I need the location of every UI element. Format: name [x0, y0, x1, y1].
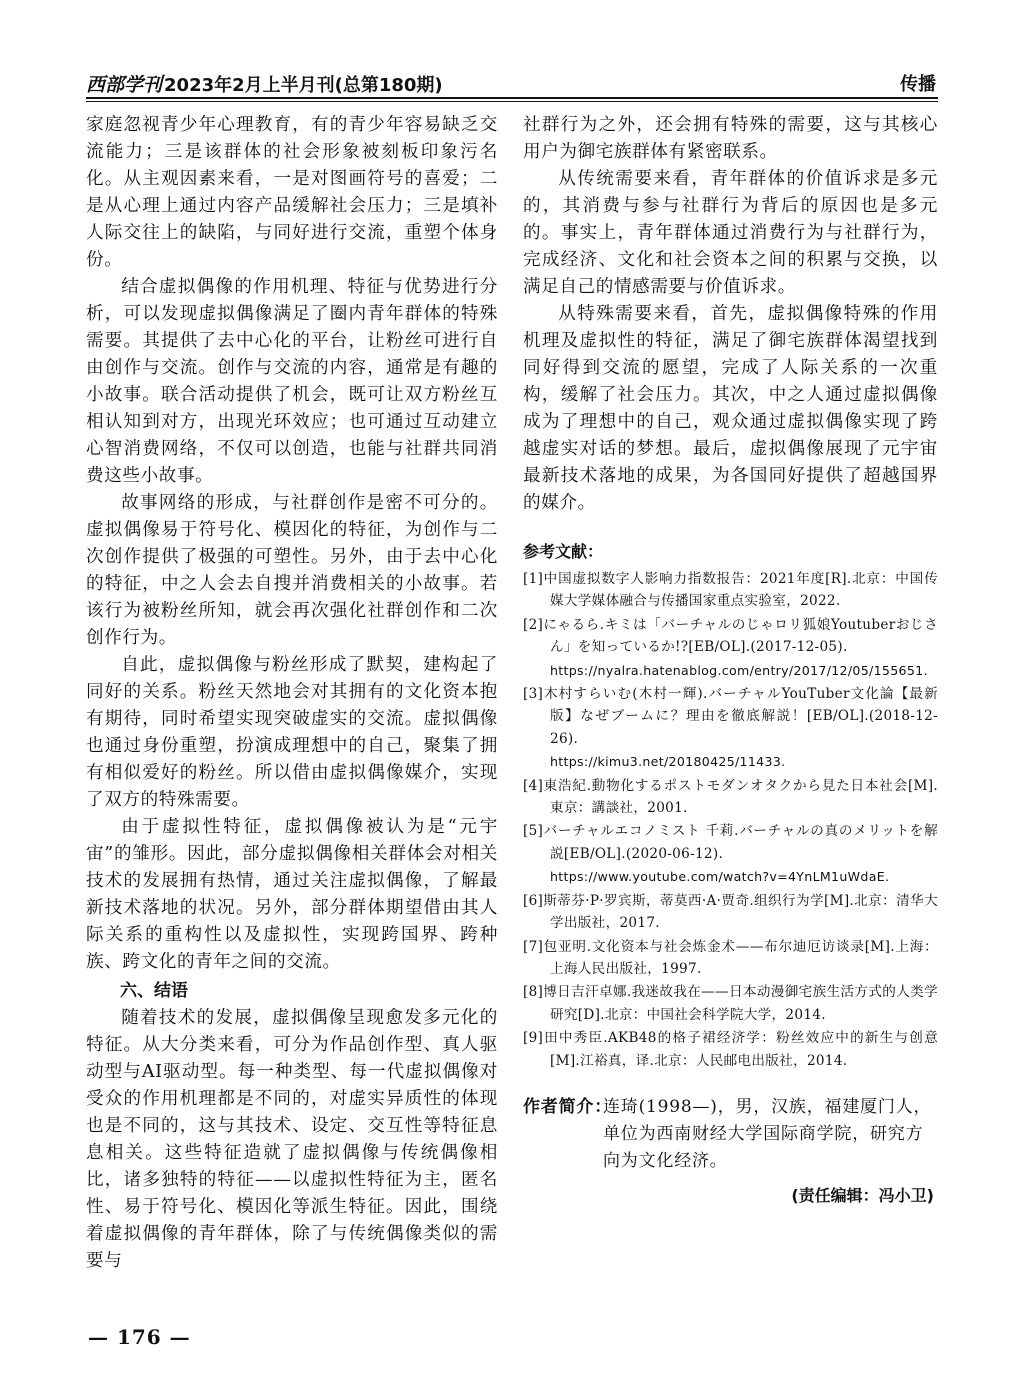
- responsible-editor: (责任编辑：冯小卫): [791, 1185, 934, 1205]
- paragraph: 社群行为之外，还会拥有特殊的需要，这与其核心用户为御宅族群体有紧密联系。: [523, 115, 938, 162]
- reference-item: [2]にゃるら.キミは「バーチャルのじゃロリ狐娘Youtuberおじさん」を知っているか!?[EB/OL].(2017-12-05).: [523, 616, 938, 656]
- journal-info: [86, 70, 443, 97]
- section-heading: 六、结语: [120, 981, 188, 1001]
- reference-url[interactable]: https://nyalra.hatenablog.com/entry/2017/12/05/155651.: [550, 662, 928, 678]
- paragraph: 结合虚拟偶像的作用机理、特征与优势进行分析，可以发现虚拟偶像满足了圈内青年群体的特殊需要。其提供了去中心化的平台，让粉丝可进行自由创作与交流。创作与交流的内容，通常是有趣的小故事。联合活动提供了机会，既可让双方粉丝互相认知到对方，出现光环效应；也可通过互动建立心智消费网络，不仅可以创造，也能与社群共同消费这些小故事。: [86, 277, 498, 486]
- section-name: 传播: [900, 74, 936, 95]
- reference-item: [5]バーチャルエコノミスト 千莉.バーチャルの真のメリットを解説[EB/OL].(2020-06-12).: [523, 823, 938, 862]
- reference-item: [4]東浩紀.動物化するポストモダンオタクから見た日本社会[M].東京：講談社，2001.: [523, 777, 938, 817]
- references-title: 参考文献：: [523, 542, 604, 561]
- reference-item: [3]木村すらいむ(木村一輝).バーチャルYouTuber文化論【最新版】なぜブームに？理由を徹底解説！[EB/OL].(2018-12-26).: [523, 686, 938, 747]
- page-number: — 176 —: [88, 1325, 191, 1349]
- paragraph: 随着技术的发展，虚拟偶像呈现愈发多元化的特征。从大分类来看，可分为作品创作型、真人驱动型与AI驱动型。每一种类型、每一代虚拟偶像对受众的作用机理都是不同的，对虚实异质性的体现也是不同的，这与其技术、设定、交互性等特征息息相关。这些特征造就了虚拟偶像与传统偶像相比，诸多独特的特征——以虚拟性特征为主，匿名性、易于符号化、模因化等派生特征。因此，围绕着虚拟偶像的青年群体，除了与传统偶像类似的需要与: [86, 1008, 498, 1271]
- header-rule-thin: [86, 101, 938, 102]
- author-bio: [523, 1094, 938, 1175]
- reference-url[interactable]: https://www.youtube.com/watch?v=4YnLM1uWdaE.: [550, 869, 890, 885]
- reference-item: [7]包亚明.文化资本与社会炼金术——布尔迪厄访谈录[M].上海：上海人民出版社，1997.: [523, 938, 938, 977]
- reference-item: [1]中国虚拟数字人影响力指数报告：2021年度[R].北京：中国传媒大学媒体融合与传播国家重点实验室，2022.: [523, 571, 938, 610]
- paragraph: 从特殊需要来看，首先，虚拟偶像特殊的作用机理及虚拟性的特征，满足了御宅族群体渴望找到同好得到交流的愿望，完成了人际关系的一次重构，缓解了社会压力。其次，中之人通过虚拟偶像成为了理想中的自己，观众通过虚拟偶像实现了跨越虚实对话的梦想。最后，虚拟偶像展现了元宇宙最新技术落地的成果，为各国同好提供了超越国界的媒介。: [523, 304, 938, 513]
- reference-url[interactable]: https://kimu3.net/20180425/11433.: [550, 754, 786, 770]
- author-text: 连琦(1998—)，男，汉族，福建厦门人，单位为西南财经大学国际商学院，研究方向为文化经济。: [603, 1096, 932, 1171]
- reference-item: [9]田中秀臣.AKB48的格子裙经济学：粉丝效应中的新生与创意[M].江裕真，译.北京：人民邮电出版社，2014.: [523, 1030, 938, 1069]
- running-header: [86, 68, 938, 100]
- journal-logo: 西部学刊: [86, 74, 163, 96]
- header-rule: [86, 97, 938, 99]
- reference-item: [6]斯蒂芬·P·罗宾斯，蒂莫西·A·贾奇.组织行为学[M].北京：清华大学出版社，2017.: [523, 892, 938, 932]
- paragraph: 故事网络的形成，与社群创作是密不可分的。虚拟偶像易于符号化、模因化的特征，为创作与二次创作提供了极强的可塑性。另外，由于去中心化的特征，中之人会去自搜并消费相关的小故事。若该行为被粉丝所知，就会再次强化社群创作和二次创作行为。: [86, 493, 498, 648]
- reference-item: [8]博日吉汗卓娜.我迷故我在——日本动漫御宅族生活方式的人类学研究[D].北京：中国社会科学院大学，2014.: [523, 984, 938, 1023]
- paragraph: 由于虚拟性特征，虚拟偶像被认为是“元宇宙”的雏形。因此，部分虚拟偶像相关群体会对相关技术的发展拥有热情，通过关注虚拟偶像，了解最新技术落地的状况。另外，部分群体期望借由其人际关系的重构性以及虚拟性，实现跨国界、跨种族、跨文化的青年之间的交流。: [86, 817, 498, 972]
- right-column: [523, 112, 938, 1206]
- issue-info: 2023年2月上半月刊(总第180期): [164, 75, 443, 96]
- paragraph: 家庭忽视青少年心理教育，有的青少年容易缺乏交流能力；三是该群体的社会形象被刻板印象污名化。从主观因素来看，一是对图画符号的喜爱；二是从心理上通过内容产品缓解社会压力；三是填补人际交往上的缺陷，与同好进行交流，重塑个体身份。: [86, 115, 498, 270]
- left-column: [86, 112, 498, 1275]
- reference-list: [523, 568, 938, 1072]
- paragraph: 从传统需要来看，青年群体的价值诉求是多元的，其消费与参与社群行为背后的原因也是多元的。事实上，青年群体通过消费行为与社群行为，完成经济、文化和社会资本之间的积累与交换，以满足自己的情感需要与价值诉求。: [523, 169, 938, 297]
- paragraph: 自此，虚拟偶像与粉丝形成了默契，建构起了同好的关系。粉丝天然地会对其拥有的文化资本抱有期待，同时希望实现突破虚实的交流。虚拟偶像也通过身份重塑，扮演成理想中的自己，聚集了拥有相似爱好的粉丝。所以借由虚拟偶像媒介，实现了双方的特殊需要。: [86, 655, 498, 810]
- author-label: 作者简介：: [523, 1096, 612, 1117]
